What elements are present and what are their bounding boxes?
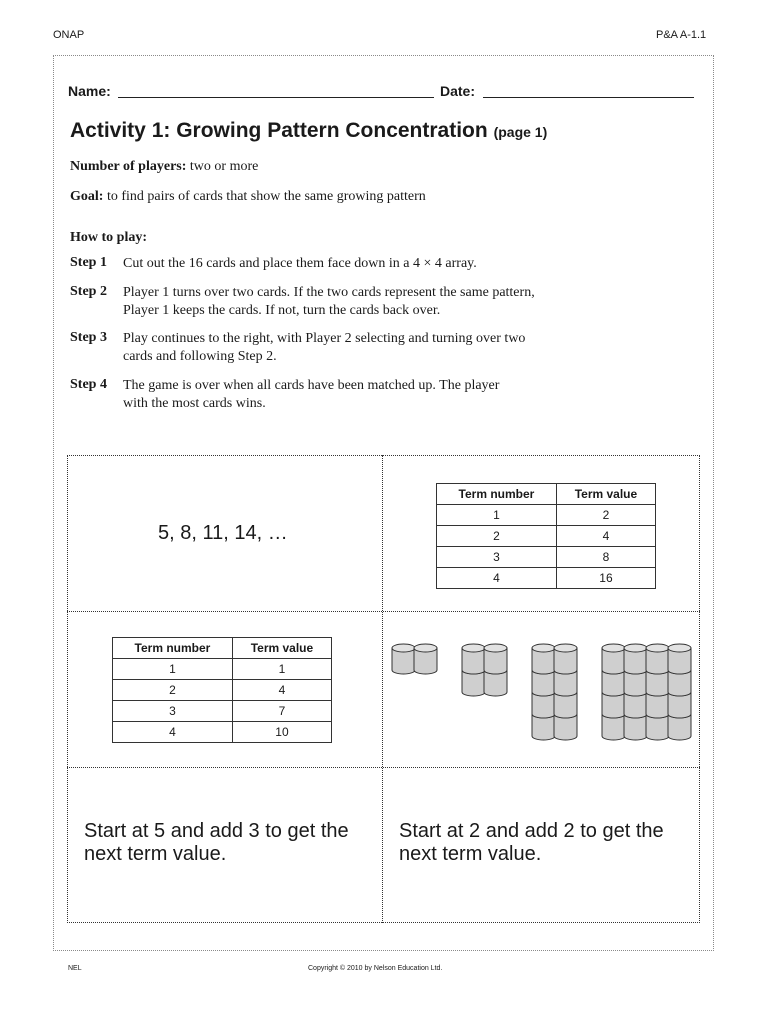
table-row [113,722,332,743]
table-header: Term number [437,484,557,505]
table-cell: 4 [437,568,557,589]
step-2-text: Player 1 turns over two cards. If the two cards represent the same pattern, Player 1 keeps the cards. If not, turn the cards back over. [123,285,535,318]
goal-value: to find pairs of cards that show the same growing pattern [106,189,426,204]
table-header: Term value [232,638,331,659]
card-table-add-three[interactable] [112,637,332,743]
step-3-label: Step 3 [70,330,107,345]
table-cell: 3 [113,701,233,722]
step-3-text: Play continues to the right, with Player 2 selecting and turning over two cards and following Step 2. [123,331,526,364]
table-cell: 2 [556,505,655,526]
cylinder-group [392,644,437,674]
date-label: Date: [440,83,476,99]
header-right-label: P&A A-1.1 [656,29,707,41]
cylinder [602,644,625,674]
table-row [113,659,332,680]
cylinder [532,644,555,674]
page-note: (page 1) [493,124,548,140]
table-cell: 2 [113,680,233,701]
cylinder [484,644,507,674]
card-sequence[interactable]: 5, 8, 11, 14, … [158,522,288,544]
name-label: Name: [68,83,111,99]
step-4-label: Step 4 [70,377,107,392]
cylinder-group [462,644,507,696]
date-field[interactable] [483,97,694,98]
cylinder-group [602,644,691,740]
table-cell: 16 [556,568,655,589]
cylinder [668,644,691,674]
table-cell: 2 [437,526,557,547]
footer-copyright: Copyright © 2010 by Nelson Education Ltd. [308,965,443,972]
table-header: Term number [113,638,233,659]
table-cell: 1 [113,659,233,680]
step-4-text: The game is over when all cards have been matched up. The player with the most cards wins. [123,378,500,411]
players-line [70,159,258,175]
card-table-doubling[interactable] [436,483,656,589]
activity-title [70,119,547,143]
table-header: Term value [556,484,655,505]
header-left-label: ONAP [53,29,85,41]
goal-label: Goal: [70,189,104,204]
cylinder-group [532,644,577,740]
cylinder [392,644,415,674]
card-cylinder-pattern[interactable] [386,615,698,765]
players-value: two or more [189,159,259,174]
table-cell: 3 [437,547,557,568]
step-1-text: Cut out the 16 cards and place them face down in a 4 × 4 array. [123,256,477,271]
how-to-play-heading [70,230,147,246]
cylinder [462,644,485,674]
footer-left: NEL [68,965,82,972]
card-grid-divider-vertical [382,455,383,923]
card-rule-add-three[interactable]: Start at 5 and add 3 to get the next term value. [84,820,349,865]
step-2-label: Step 2 [70,284,107,299]
table-cell: 1 [232,659,331,680]
table-row [437,547,656,568]
card-grid-divider-row-1 [67,611,700,612]
cylinder [554,644,577,674]
name-field[interactable] [118,97,434,98]
table-cell: 7 [232,701,331,722]
table-row [437,505,656,526]
table-row [113,680,332,701]
cylinder [414,644,437,674]
table-cell: 1 [437,505,557,526]
table-cell: 8 [556,547,655,568]
table-cell: 4 [232,680,331,701]
goal-line [70,189,426,205]
table-row [437,568,656,589]
table-cell: 10 [232,722,331,743]
card-grid-divider-row-2 [67,767,700,768]
table-cell: 4 [113,722,233,743]
card-rule-add-two[interactable]: Start at 2 and add 2 to get the next term value. [399,820,664,865]
table-row [437,526,656,547]
step-1-label: Step 1 [70,255,107,270]
table-cell: 4 [556,526,655,547]
cylinder [646,644,669,674]
players-label: Number of players: [70,159,187,174]
how-to-play-label: How to play: [70,230,147,245]
activity-title-text: Activity 1: Growing Pattern Concentration [70,119,488,142]
table-row [113,701,332,722]
cylinder [624,644,647,674]
